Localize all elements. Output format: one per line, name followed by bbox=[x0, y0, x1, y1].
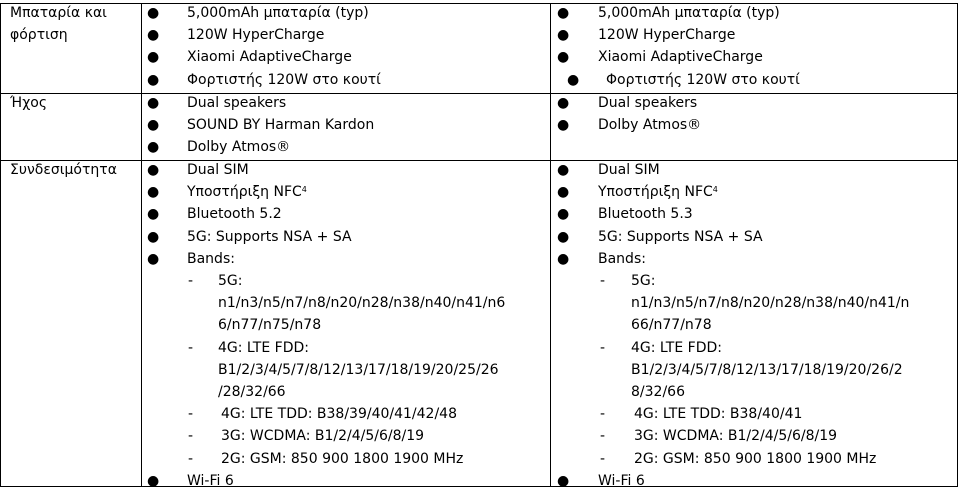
spec-item-text: SOUND BY Harman Kardon bbox=[187, 117, 375, 134]
footnote-marker: 4 bbox=[712, 185, 718, 195]
bullet-icon: ● bbox=[557, 250, 570, 267]
spec-item-text: Bands: bbox=[187, 250, 235, 267]
bullet-icon: ● bbox=[147, 95, 160, 111]
spec-subitem-text: 4G: LTE FDD: bbox=[218, 339, 309, 356]
spec-item-text: 120W HyperCharge bbox=[598, 27, 736, 44]
spec-item-text: Bluetooth 5.2 bbox=[187, 206, 282, 223]
spec-subitem-text: 2G: GSM: 850 900 1800 1900 MHz bbox=[634, 450, 877, 467]
bullet-icon: ● bbox=[147, 49, 160, 66]
spec-subitem-text: /28/32/66 bbox=[218, 384, 286, 400]
spec-item-text: Wi-Fi 6 bbox=[187, 472, 234, 489]
spec-item-text: Dolby Atmos® bbox=[187, 139, 291, 156]
table-row-border bbox=[0, 3, 958, 4]
bullet-icon: ● bbox=[557, 49, 570, 66]
bullet-icon: ● bbox=[147, 162, 160, 178]
row-label: φόρτιση bbox=[10, 27, 68, 44]
spec-item-text: Bands: bbox=[598, 250, 646, 267]
bullet-icon: ● bbox=[557, 5, 570, 21]
bullet-icon: ● bbox=[557, 184, 570, 201]
bullet-icon: ● bbox=[147, 5, 160, 21]
table-column-border bbox=[550, 3, 551, 487]
bullet-icon: ● bbox=[557, 117, 570, 134]
bullet-icon: ● bbox=[147, 228, 160, 245]
spec-subitem-text: 4G: LTE TDD: B38/39/40/41/42/48 bbox=[221, 406, 457, 423]
dash-marker: - bbox=[600, 406, 606, 423]
spec-subitem-text: B1/2/3/4/5/7/8/12/13/17/18/19/20/26/2 bbox=[631, 361, 903, 378]
bullet-icon: ● bbox=[557, 228, 570, 245]
bullet-icon: ● bbox=[567, 71, 580, 88]
bullet-icon: ● bbox=[557, 472, 570, 489]
dash-marker: - bbox=[188, 406, 194, 423]
table-row-border bbox=[0, 486, 958, 487]
spec-item-text: Dual SIM bbox=[187, 162, 249, 178]
spec-item-text: Dolby Atmos® bbox=[598, 117, 702, 134]
bullet-icon: ● bbox=[147, 27, 160, 44]
dash-marker: - bbox=[600, 428, 606, 445]
dash-marker: - bbox=[188, 428, 194, 445]
spec-item-text: Υποστήριξη NFC$^4$ bbox=[598, 184, 718, 201]
spec-item-text: Dual SIM bbox=[598, 162, 660, 178]
bullet-icon: ● bbox=[147, 206, 160, 223]
dash-marker: - bbox=[600, 339, 606, 356]
spec-item-text: Dual speakers bbox=[187, 95, 287, 111]
dash-marker: - bbox=[188, 450, 194, 467]
dash-marker: - bbox=[600, 273, 606, 289]
footnote-marker: 4 bbox=[301, 185, 307, 195]
spec-item-text: 5G: Supports NSA + SA bbox=[598, 228, 763, 245]
spec-item-text: 5,000mAh μπαταρία (typ) bbox=[598, 5, 780, 21]
bullet-icon: ● bbox=[147, 472, 160, 489]
bullet-icon: ● bbox=[557, 206, 570, 223]
table-row-border bbox=[0, 93, 958, 94]
spec-subitem-text: 6/n77/n75/n78 bbox=[218, 317, 322, 334]
table-row-border bbox=[0, 160, 958, 161]
spec-subitem-text: 5G: bbox=[631, 273, 656, 289]
row-label: Συνδεσιμότητα bbox=[10, 162, 117, 178]
table-column-border bbox=[957, 3, 958, 487]
spec-item-text: Bluetooth 5.3 bbox=[598, 206, 693, 223]
row-label: Μπαταρία και bbox=[10, 5, 107, 21]
bullet-icon: ● bbox=[557, 95, 570, 111]
bullet-icon: ● bbox=[557, 27, 570, 44]
spec-item-text: Xiaomi AdaptiveCharge bbox=[598, 49, 763, 66]
dash-marker: - bbox=[600, 450, 606, 467]
spec-subitem-text: 3G: WCDMA: B1/2/4/5/6/8/19 bbox=[634, 428, 838, 445]
spec-subitem-text: 5G: bbox=[218, 273, 243, 289]
spec-item-text: Φορτιστής 120W στο κουτί bbox=[606, 71, 800, 88]
spec-subitem-text: 3G: WCDMA: B1/2/4/5/6/8/19 bbox=[221, 428, 425, 445]
spec-item-text: 5G: Supports NSA + SA bbox=[187, 228, 352, 245]
spec-subitem-text: n1/n3/n5/n7/n8/n20/n28/n38/n40/n41/n bbox=[631, 295, 910, 312]
spec-item-text: Υποστήριξη NFC$^4$ bbox=[187, 184, 307, 201]
spec-item-text: 5,000mAh μπαταρία (typ) bbox=[187, 5, 369, 21]
bullet-icon: ● bbox=[147, 117, 160, 134]
dash-marker: - bbox=[188, 339, 194, 356]
table-column-border bbox=[0, 3, 1, 487]
spec-subitem-text: 4G: LTE FDD: bbox=[631, 339, 722, 356]
bullet-icon: ● bbox=[147, 184, 160, 201]
spec-item-text: Dual speakers bbox=[598, 95, 698, 111]
dash-marker: - bbox=[188, 273, 194, 289]
bullet-icon: ● bbox=[147, 250, 160, 267]
spec-subitem-text: 8/32/66 bbox=[631, 384, 685, 400]
spec-subitem-text: n1/n3/n5/n7/n8/n20/n28/n38/n40/n41/n6 bbox=[218, 295, 506, 312]
spec-item-text: Φορτιστής 120W στο κουτί bbox=[187, 71, 381, 88]
bullet-icon: ● bbox=[147, 71, 160, 88]
spec-item-text: Xiaomi AdaptiveCharge bbox=[187, 49, 352, 66]
table-column-border bbox=[141, 3, 142, 487]
row-label: Ήχος bbox=[10, 95, 48, 111]
spec-subitem-text: 4G: LTE TDD: B38/40/41 bbox=[634, 406, 803, 423]
spec-item-text: 120W HyperCharge bbox=[187, 27, 325, 44]
bullet-icon: ● bbox=[147, 139, 160, 156]
bullet-icon: ● bbox=[557, 162, 570, 178]
spec-subitem-text: 2G: GSM: 850 900 1800 1900 MHz bbox=[221, 450, 464, 467]
spec-item-text: Wi-Fi 6 bbox=[598, 472, 645, 489]
spec-subitem-text: 66/n77/n78 bbox=[631, 317, 712, 334]
spec-subitem-text: B1/2/3/4/5/7/8/12/13/17/18/19/20/25/26 bbox=[218, 361, 499, 378]
